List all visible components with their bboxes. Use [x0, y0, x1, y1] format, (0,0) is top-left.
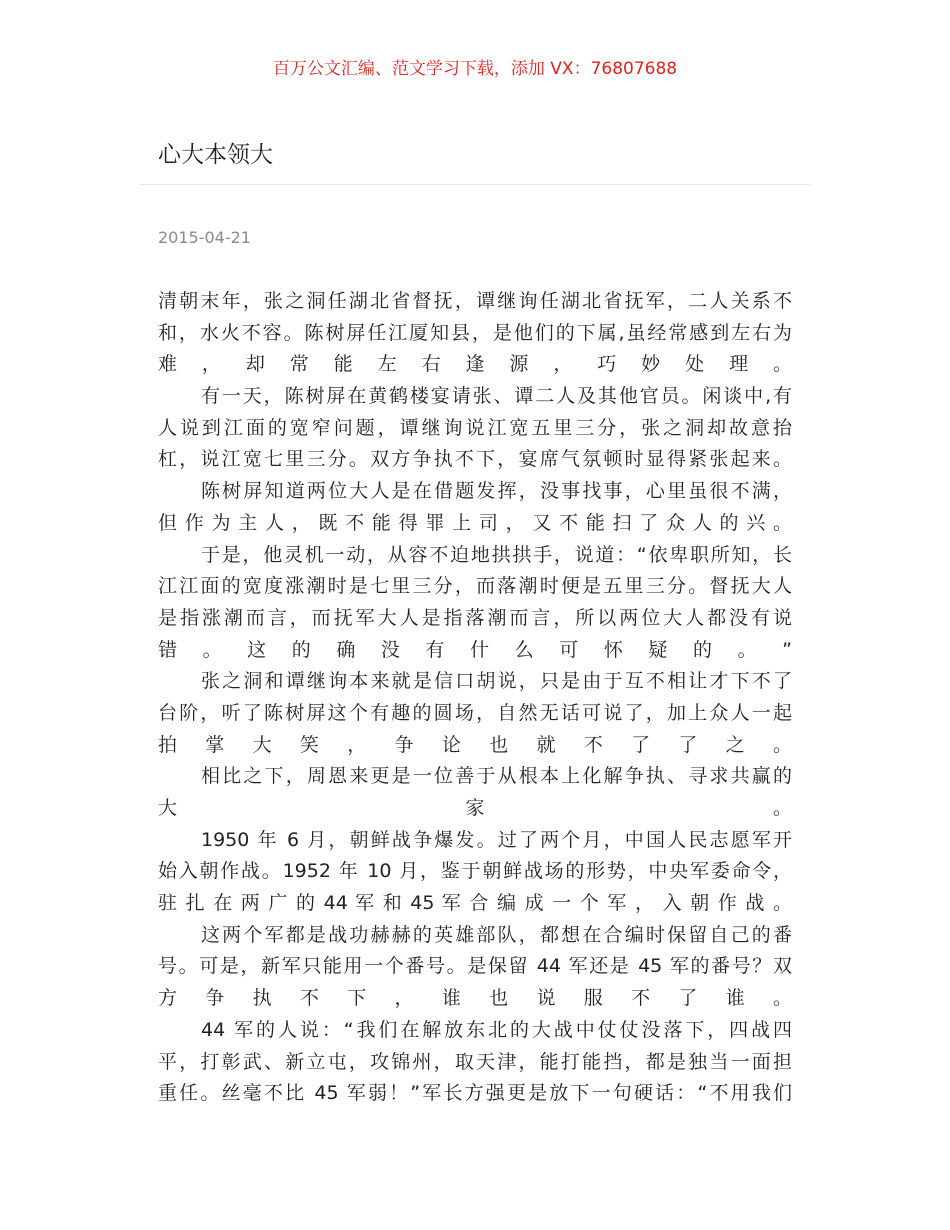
body-line: 台阶，听了陈树屏这个有趣的圆场，自然无话可说了，加上众人一起	[158, 701, 792, 724]
body-line: 难 ， 却 常 能 左 右 逢 源 ， 巧 妙 处 理 。	[158, 353, 792, 376]
body-line: 拍 掌 大 笑 ， 争 论 也 就 不 了 了 之 。	[158, 733, 792, 756]
promo-banner: 百万公文汇编、范文学习下载，添加 VX：76807688	[272, 59, 678, 79]
body-line: 陈树屏知道两位大人是在借题发挥，没事找事，心里虽很不满，	[201, 480, 792, 503]
body-line: 杠，说江宽七里三分。双方争执不下，宴席气氛顿时显得紧张起来。	[158, 448, 792, 471]
body-line: 清朝末年，张之洞任湖北省督抚，谭继询任湖北省抚军，二人关系不	[158, 290, 792, 312]
body-line: 但作为主人，既不能得罪上司，又不能扫了众人的兴。	[158, 511, 792, 534]
body-line: 是指涨潮而言，而抚军大人是指落潮而言，所以两位大人都没有说	[158, 606, 792, 629]
body-line: 张之洞和谭继询本来就是信口胡说，只是由于互不相让才下不了	[201, 670, 792, 693]
title-divider	[140, 184, 810, 185]
body-line: 始入朝作战。1952 年 10 月，鉴于朝鲜战场的形势，中央军委命令，	[158, 860, 792, 883]
body-line: 江江面的宽度涨潮时是七里三分，而落潮时便是五里三分。督抚大人	[158, 575, 792, 598]
body-line: 号。可是，新军只能用一个番号。是保留 44 军还是 45 军的番号？双	[158, 955, 792, 978]
body-line: 和，水火不容。陈树屏任江厦知县，是他们的下属,虽经常感到左右为	[158, 321, 792, 344]
body-line: 错 。 这 的 确 没 有 什 么 可 怀 疑 的 。 ”	[158, 638, 792, 661]
publish-date: 2015-04-21	[158, 228, 251, 247]
body-line: 大 家 。	[158, 797, 792, 819]
body-line: 重任。丝毫不比 45 军弱！”军长方强更是放下一句硬话：“不用我们	[158, 1082, 792, 1105]
article-title: 心大本领大	[158, 142, 273, 168]
body-line: 44 军的人说：“我们在解放东北的大战中仗仗没落下，四战四	[201, 1018, 792, 1041]
body-line: 于是，他灵机一动，从容不迫地拱拱手，说道：“依卑职所知，长	[201, 543, 792, 566]
article-body	[158, 286, 792, 1110]
body-line: 平，打彰武、新立屯，攻锦州，取天津，能打能挡，都是独当一面担	[158, 1050, 792, 1073]
body-line: 有一天，陈树屏在黄鹤楼宴请张、谭二人及其他官员。闲谈中,有	[201, 385, 792, 408]
body-line: 相比之下，周恩来更是一位善于从根本上化解争执、寻求共赢的	[201, 765, 792, 788]
body-line: 这两个军都是战功赫赫的英雄部队，都想在合编时保留自己的番	[201, 923, 792, 946]
body-line: 方 争 执 不 下 ， 谁 也 说 服 不 了 谁 。	[158, 987, 792, 1010]
body-line: 人说到江面的宽窄问题，谭继询说江宽五里三分，张之洞却故意抬	[158, 416, 792, 439]
body-line: 1950 年 6 月，朝鲜战争爆发。过了两个月，中国人民志愿军开	[201, 828, 792, 851]
body-line: 驻 扎 在 两 广 的 44 军 和 45 军 合 编 成 一 个 军 ， 入 朝 作 战 。	[158, 892, 792, 915]
